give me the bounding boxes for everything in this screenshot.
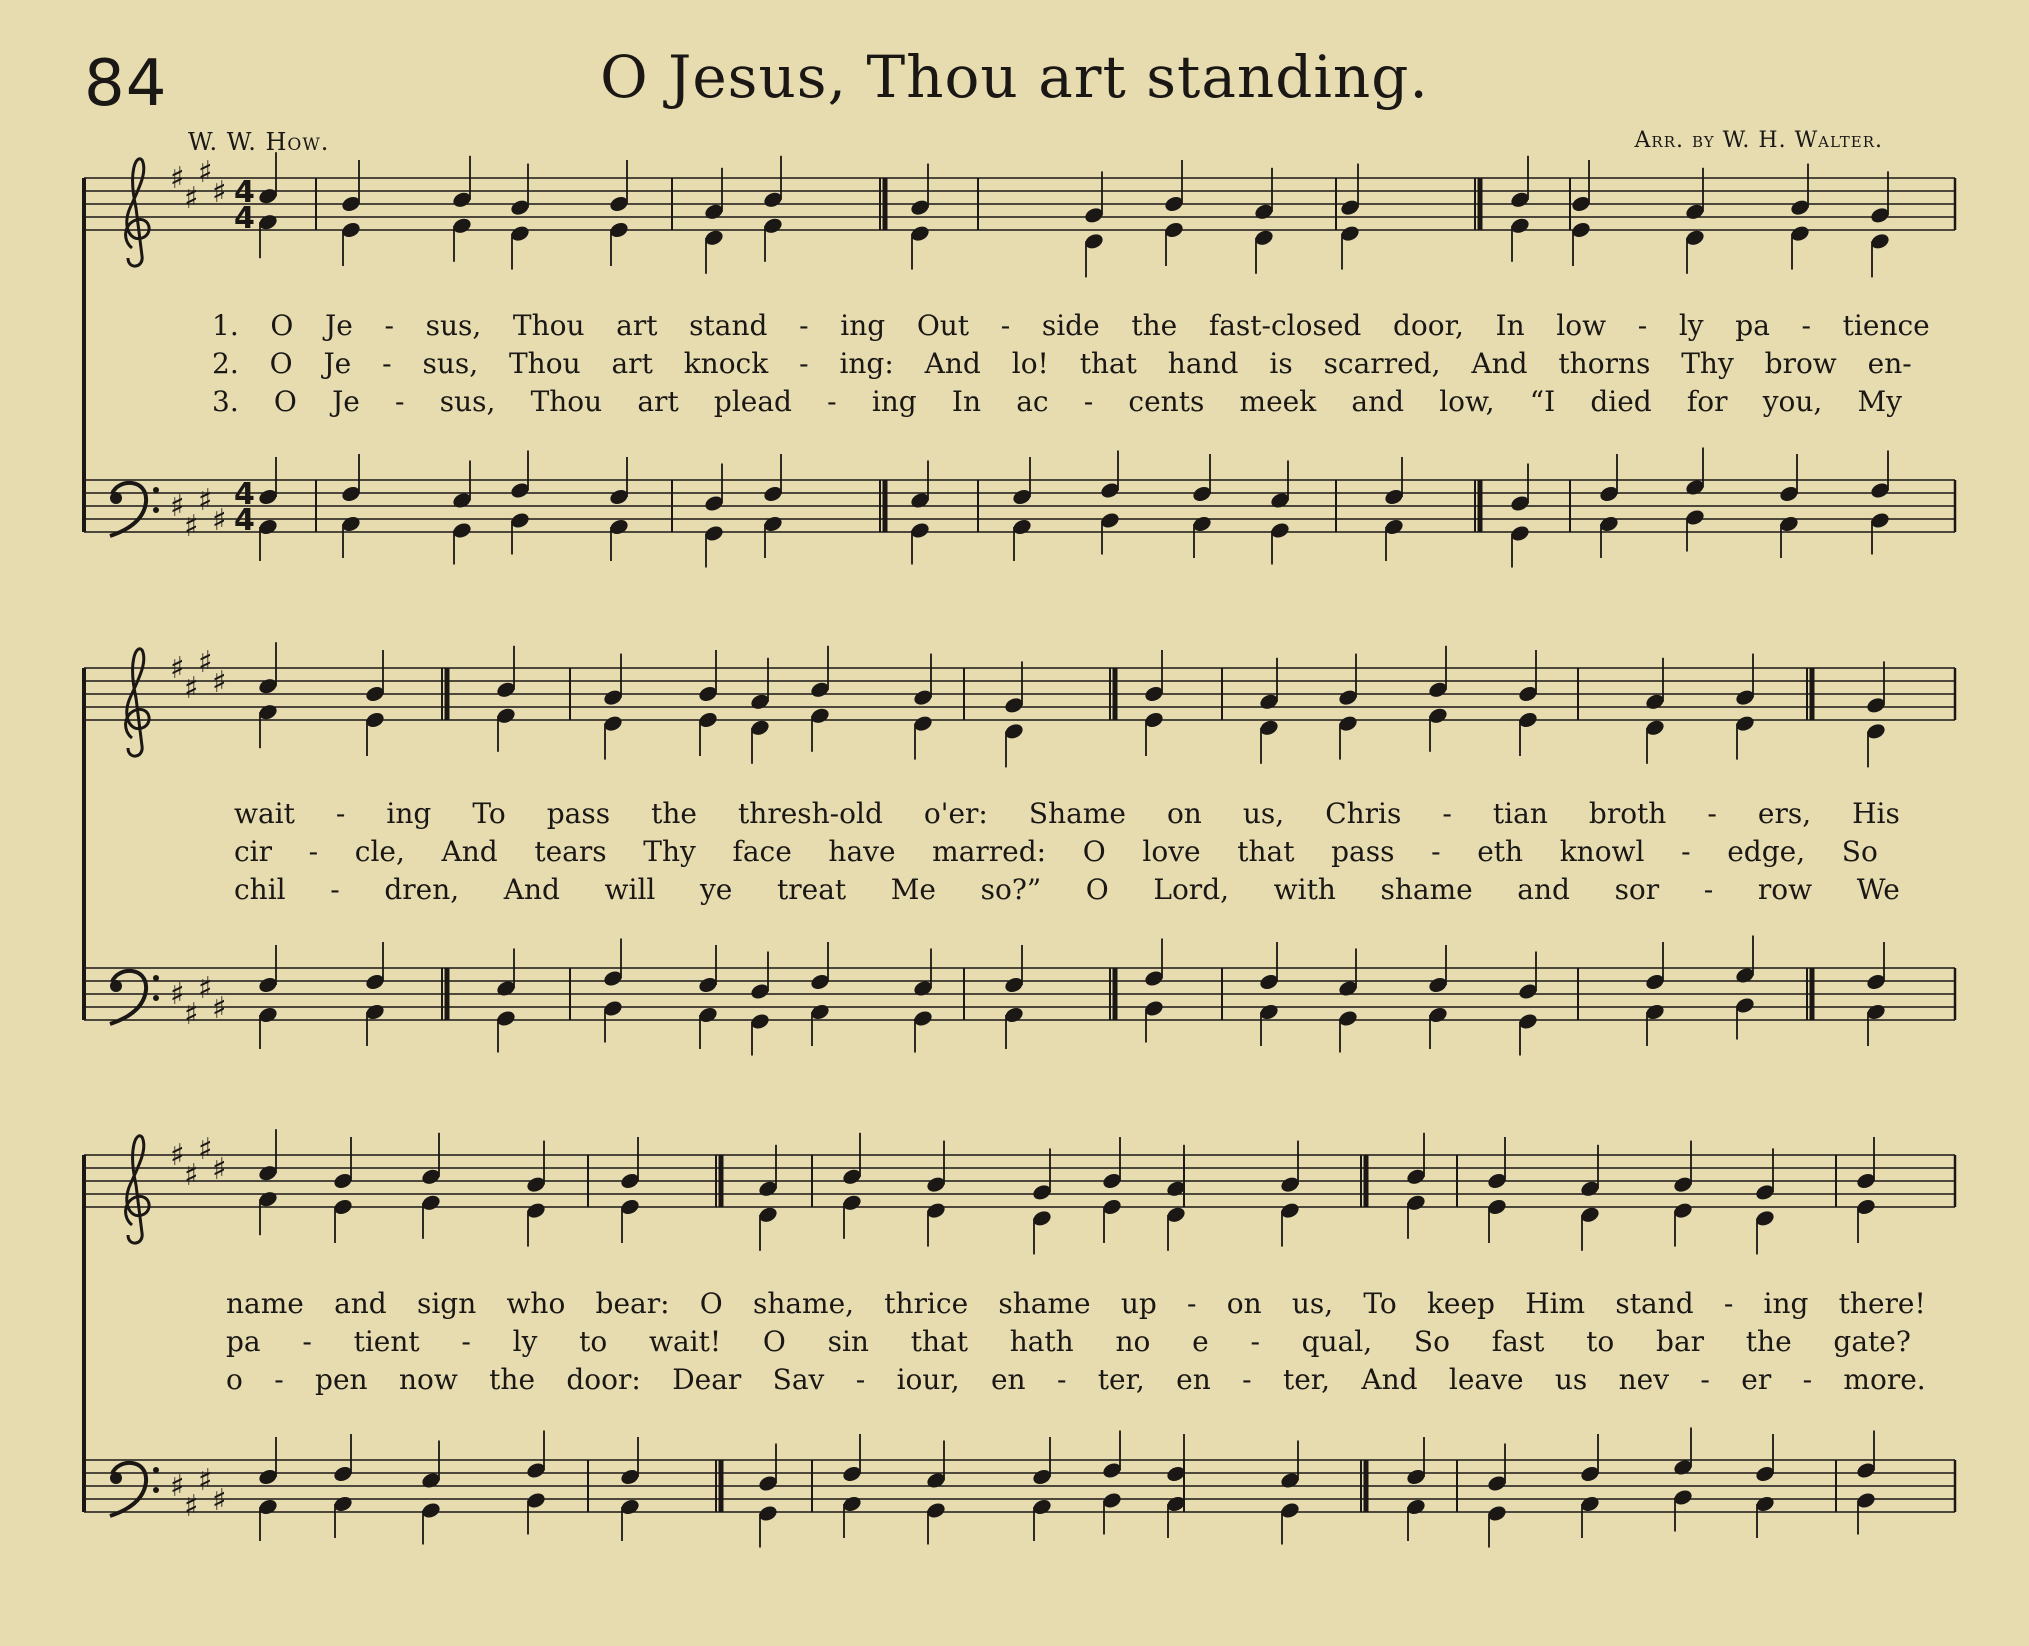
sharp-icon: ♯: [184, 1489, 199, 1524]
lyric-verse-3: [234, 873, 1900, 906]
sharp-icon: ♯: [212, 1152, 227, 1187]
lyric-syllable: We: [1856, 873, 1900, 906]
lyric-syllable: To: [1363, 1287, 1397, 1320]
lyric-syllable: thresh-old: [738, 797, 883, 830]
lyric-syllable: -: [274, 1363, 284, 1396]
lyric-syllable: ing: [871, 385, 917, 418]
treble-clef-icon: [126, 159, 150, 266]
lyric-syllable: 2.: [212, 347, 239, 380]
lyric-syllable: Thy: [643, 835, 696, 868]
lyric-syllable: tience: [1842, 309, 1930, 342]
lyric-syllable: Je: [325, 309, 353, 342]
lyric-syllable: who: [506, 1287, 566, 1320]
lyric-syllable: Dear: [672, 1363, 742, 1396]
lyric-syllable: ing:: [839, 347, 894, 380]
treble-clef-icon: [126, 649, 150, 756]
lyric-syllable: bar: [1656, 1325, 1705, 1358]
lyric-syllable: qual,: [1301, 1325, 1373, 1358]
lyric-syllable: so?”: [980, 873, 1042, 906]
lyric-syllable: us,: [1242, 797, 1285, 830]
lyric-syllable: And: [924, 347, 981, 380]
lyric-syllable: pass: [546, 797, 611, 830]
lyric-syllable: Thy: [1681, 347, 1734, 380]
lyric-syllable: ing: [386, 797, 432, 830]
lyric-syllable: knowl: [1559, 835, 1645, 868]
lyric-syllable: will: [604, 873, 656, 906]
lyric-syllable: pass: [1331, 835, 1395, 868]
lyric-syllable: Sav: [772, 1363, 825, 1396]
lyric-syllable: Lord,: [1153, 873, 1230, 906]
lyric-syllable: knock: [683, 347, 769, 380]
lyric-syllable: 3.: [212, 385, 239, 418]
lyric-syllable: on: [1226, 1287, 1262, 1320]
sharp-icon: ♯: [170, 1469, 185, 1504]
lyric-syllable: the: [1131, 309, 1178, 342]
lyric-syllable: treat: [776, 873, 847, 906]
lyric-syllable: us,: [1291, 1287, 1334, 1320]
time-signature-bottom: 4: [234, 201, 255, 236]
lyric-syllable: -: [335, 797, 346, 830]
lyric-syllable: In: [951, 385, 982, 418]
lyric-syllable: -: [1681, 835, 1691, 868]
lyric-syllable: scarred,: [1323, 347, 1441, 380]
lyric-syllable: dren,: [384, 873, 460, 906]
lyric-syllable: meek: [1239, 385, 1317, 418]
lyric-syllable: art: [616, 309, 658, 342]
lyric-syllable: -: [1250, 1325, 1260, 1358]
lyric-syllable: -: [330, 873, 340, 906]
bass-clef-dot-icon: [153, 995, 159, 1001]
lyric-syllable: and: [1517, 873, 1570, 906]
lyric-syllable: And: [1361, 1363, 1418, 1396]
lyric-verse-2: [234, 835, 1878, 868]
lyric-syllable: tient: [353, 1325, 420, 1358]
lyric-syllable: ing: [840, 309, 886, 342]
lyric-syllable: shame: [998, 1287, 1091, 1320]
bass-clef-dot-icon: [110, 980, 122, 992]
lyric-syllable: Him: [1525, 1287, 1586, 1320]
bass-clef-dot-icon: [153, 487, 159, 493]
lyric-syllable: -: [1723, 1287, 1734, 1320]
lyric-syllable: wait: [234, 797, 295, 830]
bass-clef-icon: [110, 483, 146, 536]
hymn-number: 84: [84, 47, 168, 121]
sharp-icon: ♯: [170, 1138, 185, 1173]
lyric-syllable: Thou: [530, 385, 603, 418]
bass-clef-icon: [110, 971, 146, 1024]
lyric-syllable: wait!: [649, 1325, 722, 1358]
lyric-verse-2: [212, 347, 1912, 380]
lyric-syllable: tian: [1492, 797, 1548, 830]
lyric-syllable: ter,: [1282, 1363, 1330, 1396]
lyric-syllable: -: [1242, 1363, 1252, 1396]
lyric-syllable: ac: [1016, 385, 1049, 418]
hymn-title: O Jesus, Thou art standing.: [600, 43, 1429, 111]
lyric-syllable: pa: [1735, 309, 1770, 342]
sharp-icon: ♯: [198, 155, 213, 190]
lyric-syllable: O: [762, 1325, 786, 1358]
lyric-syllable: ly: [512, 1325, 538, 1358]
lyric-syllable: keep: [1426, 1287, 1495, 1320]
bass-clef-dot-icon: [153, 507, 159, 513]
lyric-syllable: -: [1083, 385, 1094, 418]
lyric-syllable: brow: [1764, 347, 1837, 380]
lyric-syllable: His: [1852, 797, 1900, 830]
sharp-icon: ♯: [198, 1132, 213, 1167]
lyric-syllable: -: [799, 309, 809, 342]
lyric-syllable: that: [1237, 835, 1295, 868]
lyric-syllable: -: [1703, 873, 1714, 906]
lyric-syllable: -: [1187, 1287, 1197, 1320]
lyric-syllable: on: [1166, 797, 1202, 830]
lyric-syllable: en: [990, 1363, 1026, 1396]
sharp-icon: ♯: [184, 1158, 199, 1193]
lyric-syllable: cir: [234, 835, 273, 868]
lyric-syllable: ly: [1678, 309, 1704, 342]
sharp-icon: ♯: [170, 651, 185, 686]
lyric-syllable: -: [1802, 1363, 1813, 1396]
lyric-syllable: gate?: [1833, 1325, 1911, 1358]
lyric-syllable: ter,: [1097, 1363, 1145, 1396]
lyric-syllable: shame: [1380, 873, 1473, 906]
lyric-syllable: name: [226, 1287, 304, 1320]
sharp-icon: ♯: [170, 489, 185, 524]
lyric-syllable: with: [1273, 873, 1336, 906]
lyric-syllable: up: [1120, 1287, 1157, 1320]
lyric-syllable: lo!: [1011, 347, 1049, 380]
bass-clef-dot-icon: [110, 1472, 122, 1484]
lyric-syllable: marred:: [932, 835, 1047, 868]
sharp-icon: ♯: [198, 645, 213, 680]
lyric-syllable: chil: [234, 873, 286, 906]
lyric-syllable: -: [1637, 309, 1648, 342]
lyric-syllable: O: [269, 347, 293, 380]
lyric-syllable: fast: [1491, 1325, 1545, 1358]
lyric-syllable: art: [611, 347, 653, 380]
sharp-icon: ♯: [198, 971, 213, 1006]
treble-clef-icon: [126, 1136, 150, 1243]
lyric-syllable: Me: [890, 873, 936, 906]
lyric-syllable: -: [1700, 1363, 1710, 1396]
sharp-icon: ♯: [212, 1483, 227, 1518]
lyric-syllable: sus,: [422, 347, 479, 380]
lyric-syllable: -: [384, 309, 394, 342]
lyric-syllable: ing: [1763, 1287, 1809, 1320]
lyric-syllable: o'er:: [923, 797, 988, 830]
lyric-syllable: low,: [1439, 385, 1495, 418]
lyric-syllable: have: [828, 835, 896, 868]
sharp-icon: ♯: [198, 1463, 213, 1498]
lyric-syllable: and: [334, 1287, 387, 1320]
lyric-syllable: To: [472, 797, 506, 830]
lyric-syllable: -: [1431, 835, 1441, 868]
lyric-syllable: sus,: [425, 309, 482, 342]
lyric-syllable: Chris: [1325, 797, 1402, 830]
lyric-syllable: Out: [916, 309, 970, 342]
lyric-syllable: So: [1413, 1325, 1450, 1358]
lyric-syllable: leave: [1448, 1363, 1524, 1396]
lyric-verse-3: [212, 385, 1902, 418]
lyric-syllable: the: [651, 797, 697, 830]
lyric-syllable: hand: [1167, 347, 1239, 380]
lyric-syllable: pa: [226, 1325, 261, 1358]
sharp-icon: ♯: [212, 665, 227, 700]
lyric-syllable: plead: [713, 385, 792, 418]
lyric-syllable: tears: [534, 835, 607, 868]
lyric-syllable: thorns: [1558, 347, 1651, 380]
bass-clef-dot-icon: [153, 1487, 159, 1493]
sharp-icon: ♯: [212, 991, 227, 1026]
lyric-syllable: -: [1707, 797, 1717, 830]
lyric-syllable: So: [1841, 835, 1878, 868]
lyric-syllable: stand: [1615, 1287, 1694, 1320]
bass-clef-icon: [110, 1463, 146, 1516]
lyric-syllable: -: [855, 1363, 866, 1396]
lyric-syllable: Je: [332, 385, 360, 418]
lyric-syllable: low: [1556, 309, 1607, 342]
lyric-syllable: My: [1857, 385, 1902, 418]
lyric-syllable: side: [1041, 309, 1100, 342]
lyric-syllable: thrice: [884, 1287, 969, 1320]
lyric-syllable: And: [441, 835, 498, 868]
bass-clef-dot-icon: [153, 975, 159, 981]
lyric-syllable: eth: [1477, 835, 1524, 868]
lyric-syllable: 1.: [212, 309, 239, 342]
lyric-syllable: you,: [1762, 385, 1823, 418]
sharp-icon: ♯: [170, 977, 185, 1012]
lyric-syllable: face: [732, 835, 792, 868]
time-signature-top: 4: [234, 477, 255, 512]
lyric-verse-1: [234, 797, 1900, 830]
lyric-syllable: -: [799, 347, 809, 380]
lyric-syllable: sign: [416, 1287, 477, 1320]
lyric-syllable: O: [273, 385, 297, 418]
lyric-syllable: art: [637, 385, 679, 418]
lyric-syllable: to: [579, 1325, 608, 1358]
lyric-syllable: O: [699, 1287, 723, 1320]
lyric-syllable: love: [1142, 835, 1201, 868]
lyric-syllable: o: [226, 1363, 243, 1396]
lyric-verse-1: [212, 309, 1930, 342]
sharp-icon: ♯: [184, 997, 199, 1032]
lyric-syllable: -: [382, 347, 392, 380]
lyric-syllable: -: [395, 385, 405, 418]
sharp-icon: ♯: [198, 483, 213, 518]
lyric-syllable: Shame: [1028, 797, 1126, 830]
sharp-icon: ♯: [212, 175, 227, 210]
sharp-icon: ♯: [184, 181, 199, 216]
lyric-syllable: -: [302, 1325, 312, 1358]
lyric-syllable: And: [503, 873, 560, 906]
lyric-syllable: fast-closed: [1208, 309, 1362, 342]
bass-clef-dot-icon: [110, 492, 122, 504]
lyric-syllable: nev: [1618, 1363, 1670, 1396]
lyric-syllable: broth: [1588, 797, 1667, 830]
lyric-syllable: now: [398, 1363, 458, 1396]
lyric-syllable: edge,: [1727, 835, 1806, 868]
lyric-syllable: pen: [315, 1363, 368, 1396]
lyric-syllable: died: [1590, 385, 1652, 418]
lyric-syllable: -: [1056, 1363, 1067, 1396]
lyric-syllable: -: [1801, 309, 1812, 342]
lyric-syllable: O: [270, 309, 294, 342]
lyric-syllable: the: [1745, 1325, 1792, 1358]
lyric-syllable: there!: [1838, 1287, 1926, 1320]
sharp-icon: ♯: [184, 509, 199, 544]
lyric-syllable: and: [1351, 385, 1405, 418]
lyric-syllable: stand: [689, 309, 768, 342]
lyric-syllable: O: [1085, 873, 1109, 906]
lyric-syllable: en-: [1867, 347, 1912, 380]
lyric-syllable: Je: [323, 347, 352, 380]
lyric-syllable: hath: [1009, 1325, 1074, 1358]
lyric-syllable: And: [1471, 347, 1528, 380]
lyric-syllable: en: [1176, 1363, 1211, 1396]
time-signature-top: 4: [234, 175, 255, 210]
lyric-syllable: sor: [1614, 873, 1660, 906]
lyric-syllable: row: [1757, 873, 1813, 906]
lyric-syllable: that: [910, 1325, 968, 1358]
lyric-syllable: us: [1554, 1363, 1588, 1396]
lyric-syllable: ers,: [1757, 797, 1812, 830]
lyric-syllable: sin: [827, 1325, 869, 1358]
sharp-icon: ♯: [184, 671, 199, 706]
lyric-syllable: -: [1000, 309, 1011, 342]
arranger-credit: Arr. by W. H. Walter.: [1634, 128, 1883, 153]
sharp-icon: ♯: [170, 161, 185, 196]
lyric-syllable: -: [308, 835, 319, 868]
lyric-verse-1: [226, 1287, 1926, 1320]
lyric-syllable: no: [1115, 1325, 1151, 1358]
lyric-verse-3: [226, 1363, 1926, 1396]
author-credit: W. W. How.: [188, 128, 330, 156]
lyric-syllable: Thou: [512, 309, 585, 342]
lyric-syllable: the: [489, 1363, 536, 1396]
lyric-syllable: to: [1586, 1325, 1615, 1358]
sharp-icon: ♯: [212, 503, 227, 538]
lyric-syllable: “I: [1529, 385, 1556, 418]
lyric-syllable: more.: [1843, 1363, 1926, 1396]
lyric-syllable: iour,: [896, 1363, 960, 1396]
lyric-syllable: e: [1192, 1325, 1209, 1358]
lyric-syllable: sus,: [439, 385, 496, 418]
time-signature-bottom: 4: [234, 503, 255, 538]
lyric-syllable: In: [1495, 309, 1525, 342]
lyric-syllable: -: [461, 1325, 471, 1358]
lyric-syllable: bear:: [595, 1287, 670, 1320]
lyric-syllable: for: [1686, 385, 1728, 418]
lyric-syllable: -: [1442, 797, 1452, 830]
lyric-syllable: -: [827, 385, 837, 418]
lyric-verse-2: [226, 1325, 1911, 1358]
lyric-syllable: Thou: [509, 347, 581, 380]
lyric-syllable: cle,: [354, 835, 405, 868]
lyric-syllable: door:: [566, 1363, 641, 1396]
lyric-syllable: door,: [1393, 309, 1464, 342]
lyric-syllable: that: [1079, 347, 1137, 380]
lyric-syllable: is: [1269, 347, 1293, 380]
bass-clef-dot-icon: [153, 1467, 159, 1473]
lyric-syllable: ye: [699, 873, 733, 906]
lyric-syllable: er: [1741, 1363, 1772, 1396]
lyric-syllable: O: [1082, 835, 1106, 868]
lyric-syllable: shame,: [752, 1287, 855, 1320]
lyric-syllable: cents: [1128, 385, 1205, 418]
